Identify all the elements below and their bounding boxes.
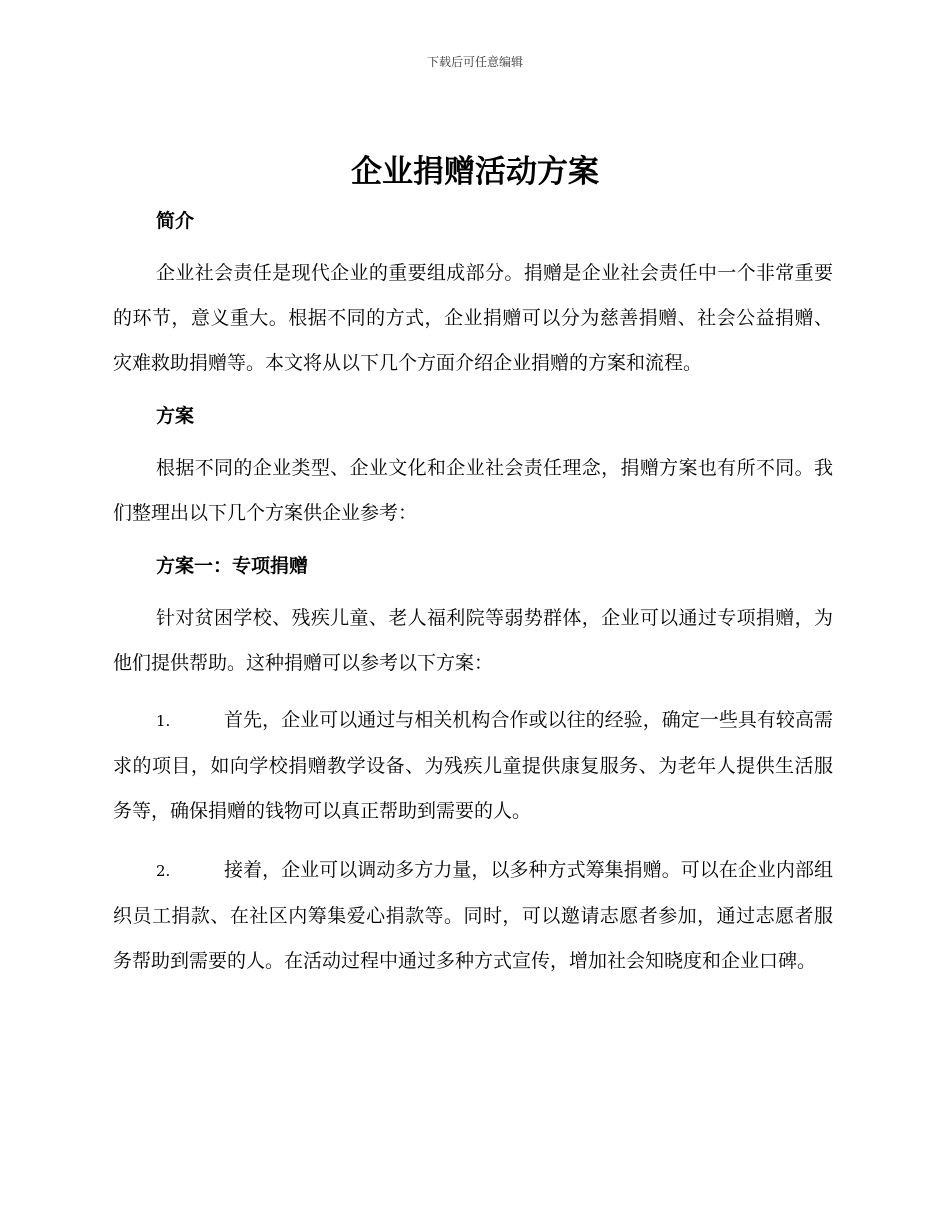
plan-paragraph: 根据不同的企业类型、企业文化和企业社会责任理念，捐赠方案也有所不同。我们整理出以下几个方案供企业参考： [113,457,833,524]
section-heading-plan-one: 方案一：专项捐赠 [156,555,309,577]
section-heading-plan: 方案 [156,405,195,427]
list-item-number: 1. [156,712,171,730]
section-heading-intro: 简介 [156,210,195,232]
list-item-number: 2. [156,862,171,880]
page-header: 下载后可任意编辑 [426,55,523,69]
list-item-text: 首先，企业可以通过与相关机构合作或以往的经验，确定一些具有较高需求的项目，如向学校捐赠教学设备、为残疾儿童提供康复服务、为老年人提供生活服务等，确保捐赠的钱物可以真正帮助到需要的人。 [113,709,833,822]
list-item-1 [113,698,833,834]
document-title: 企业捐赠活动方案 [351,154,599,190]
list-item-2 [113,848,833,984]
list-item-text: 接着，企业可以调动多方力量，以多种方式筹集捐赠。可以在企业内部组织员工捐款、在社区内筹集爱心捐款等。同时，可以邀请志愿者参加，通过志愿者服务帮助到需要的人。在活动过程中通过多种方式宣传，增加社会知晓度和企业口碑。 [113,859,833,972]
plan-one-paragraph: 针对贫困学校、残疾儿童、老人福利院等弱势群体，企业可以通过专项捐赠，为他们提供帮助。这种捐赠可以参考以下方案： [113,607,833,674]
document-body [113,203,833,998]
intro-paragraph: 企业社会责任是现代企业的重要组成部分。捐赠是企业社会责任中一个非常重要的环节，意义重大。根据不同的方式，企业捐赠可以分为慈善捐赠、社会公益捐赠、灾难救助捐赠等。本文将从以下几个方面介绍企业捐赠的方案和流程。 [113,262,833,374]
